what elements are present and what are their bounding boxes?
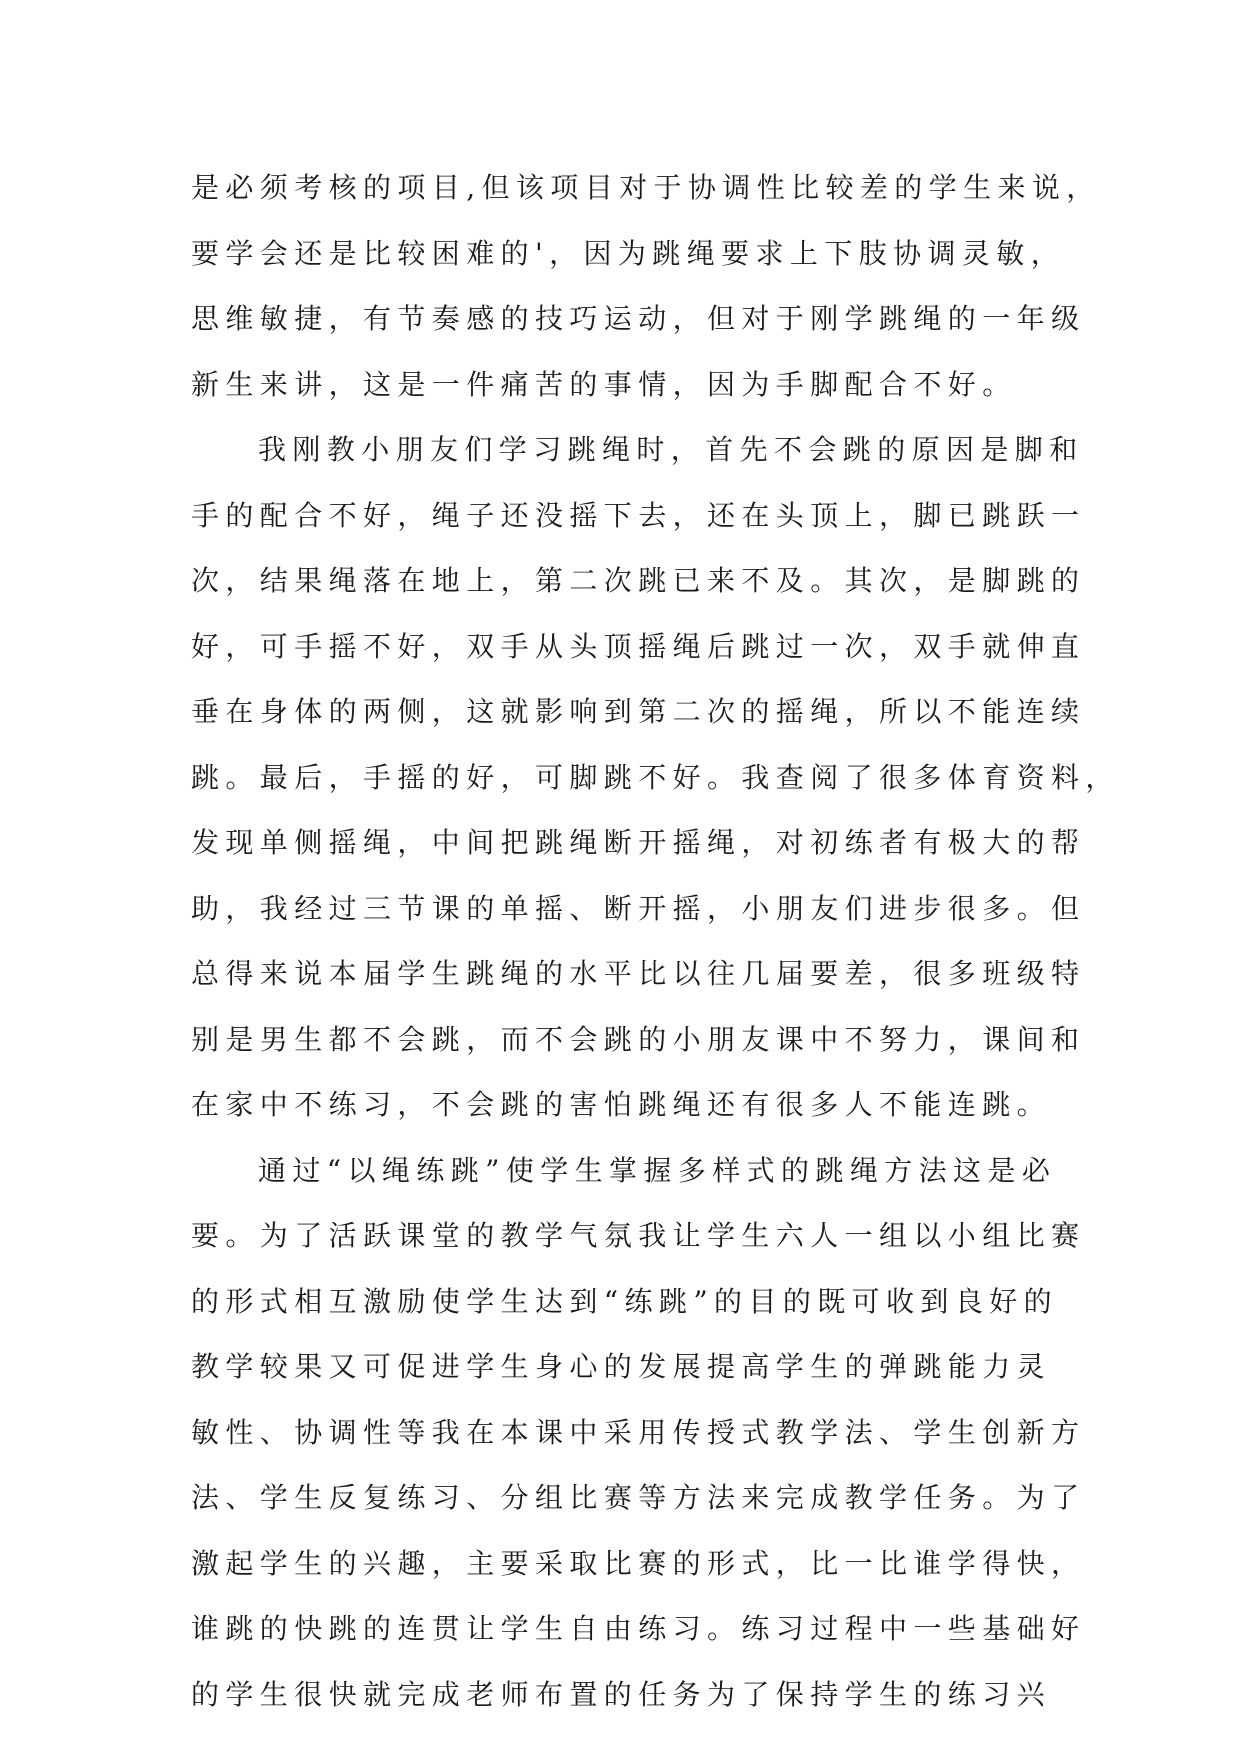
body-text — [191, 155, 1120, 1727]
text-line: 是必须考核的项目,但该项目对于协调性比较差的学生来说， — [191, 171, 1101, 204]
paragraph-first-line: 通过“以绳练跳”使学生掌握多样式的跳绳方法这是必 — [258, 1153, 1057, 1187]
text-line: 总得来说本届学生跳绳的水平比以往几届要差，很多班级特 — [191, 957, 1086, 990]
text-line: 助，我经过三节课的单摇、断开摇，小朋友们进步很多。但 — [191, 891, 1086, 925]
text-line: 教学较果又可促进学生身心的发展提高学生的弹跳能力灵 — [191, 1350, 1052, 1383]
text-line: 好，可手摇不好，双手从头顶摇绳后跳过一次，双手就伸直 — [191, 629, 1086, 663]
text-line: 新生来讲，这是一件痛苦的事情，因为手脚配合不好。 — [191, 367, 1017, 401]
text-line: 在家中不练习，不会跳的害怕跳绳还有很多人不能连跳。 — [191, 1088, 1052, 1121]
text-line: 次，结果绳落在地上，第二次跳已来不及。其次，是脚跳的 — [191, 564, 1086, 597]
text-line: 谁跳的快跳的连贯让学生自由练习。练习过程中一些基础好 — [191, 1612, 1086, 1645]
text-line: 敏性、协调性等我在本课中采用传授式教学法、学生创新方 — [191, 1415, 1086, 1449]
text-line: 要学会还是比较困难的'，因为跳绳要求上下肢协调灵敏， — [191, 236, 1066, 270]
text-line: 激起学生的兴趣，主要采取比赛的形式，比一比谁学得快， — [191, 1546, 1086, 1580]
text-line: 跳。最后，手摇的好，可脚跳不好。我查阅了很多体育资料， — [191, 760, 1120, 794]
text-line: 的形式相互激励使学生达到“练跳”的目的既可收到良好的 — [191, 1284, 1059, 1318]
text-line: 思维敏捷，有节奏感的技巧运动，但对于刚学跳绳的一年级 — [191, 302, 1086, 335]
text-line: 发现单侧摇绳，中间把跳绳断开摇绳，对初练者有极大的帮 — [191, 826, 1086, 859]
text-line: 要。为了活跃课堂的教学气氛我让学生六人一组以小组比赛 — [191, 1219, 1086, 1252]
text-line: 手的配合不好，绳子还没摇下去，还在头顶上，脚已跳跃一 — [191, 498, 1086, 532]
text-line: 的学生很快就完成老师布置的任务为了保持学生的练习兴 — [191, 1677, 1052, 1711]
paragraph-first-line: 我刚教小朋友们学习跳绳时，首先不会跳的原因是脚和 — [258, 433, 1084, 466]
text-line: 法、学生反复练习、分组比赛等方法来完成教学任务。为了 — [191, 1481, 1086, 1514]
text-line: 垂在身体的两侧，这就影响到第二次的摇绳，所以不能连续 — [191, 695, 1086, 728]
text-line: 别是男生都不会跳，而不会跳的小朋友课中不努力，课间和 — [191, 1022, 1086, 1056]
